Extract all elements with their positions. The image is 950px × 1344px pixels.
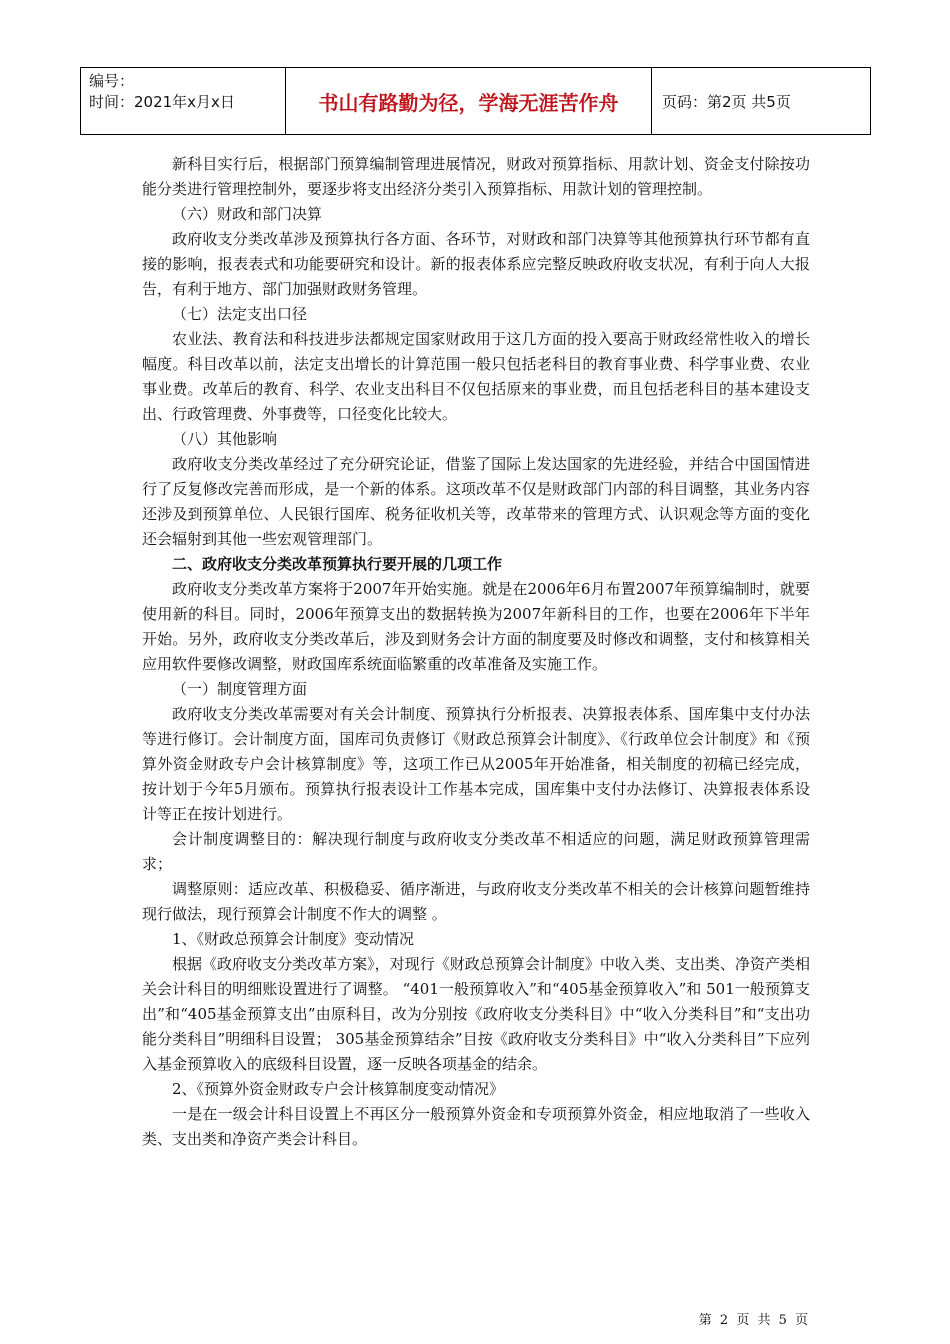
page-footer: 第 2 页 共 5 页	[698, 1313, 810, 1328]
document-date: 时间：2021年x月x日	[89, 93, 235, 111]
subsection-heading: （一）制度管理方面	[172, 680, 308, 698]
header-page-info: 页码：第2页 共5页	[662, 92, 791, 111]
paragraph: 新科目实行后，根据部门预算编制管理进展情况，财政对预算指标、用款计划、资金支付除按功能分类进行管理控制外，要逐步将支出经济分类引入预算指标、用款计划的管理控制。	[142, 155, 810, 198]
paragraph: 政府收支分类改革经过了充分研究论证，借鉴了国际上发达国家的先进经验，并结合中国国情进行了反复修改完善而形成，是一个新的体系。这项改革不仅是财政部门内部的科目调整，其业务内容还涉及到预算单位、人民银行国库、税务征收机关等，改革带来的管理方式、认识观念等方面的变化还会辐射到其他一些宏观管理部门。	[142, 455, 810, 548]
paragraph: 政府收支分类改革需要对有关会计制度、预算执行分析报表、决算报表体系、国库集中支付办法等进行修订。会计制度方面，国库司负责修订《财政总预算会计制度》、《行政单位会计制度》和《预算外资金财政专户会计核算制度》等，这项工作已从2005年开始准备，相关制度的初稿已经完成，按计划于今年5月颁布。预算执行报表设计工作基本完成，国库集中支付办法修订、决算报表体系设计等正在按计划进行。	[142, 705, 810, 823]
subsection-heading: （六）财政和部门决算	[172, 205, 323, 223]
paragraph: 政府收支分类改革方案将于2007年开始实施。就是在2006年6月布置2007年预算编制时，就要使用新的科目。同时，2006年预算支出的数据转换为2007年新科目的工作，也要在2006年下半年开始。另外，政府收支分类改革后，涉及到财务会计方面的制度要及时修改和调整，支付和核算相关应用软件要修改调整，财政国库系统面临繁重的改革准备及实施工作。	[142, 580, 810, 673]
subsection-heading: 1、《财政总预算会计制度》变动情况	[172, 930, 415, 948]
paragraph: 一是在一级会计科目设置上不再区分一般预算外资金和专项预算外资金，相应地取消了一些收入类、支出类和净资产类会计科目。	[142, 1105, 810, 1148]
document-number-label: 编号：	[89, 72, 135, 90]
paragraph: 政府收支分类改革涉及预算执行各方面、各环节，对财政和部门决算等其他预算执行环节都有直接的影响，报表表式和功能要研究和设计。新的报表体系应完整反映政府收支状况，有利于向人大报告，有利于地方、部门加强财政财务管理。	[142, 230, 810, 298]
page-header	[80, 67, 871, 135]
header-meta	[81, 68, 286, 134]
paragraph: 根据《政府收支分类改革方案》，对现行《财政总预算会计制度》中收入类、支出类、净资产类相关会计科目的明细账设置进行了调整。 “401一般预算收入”和“405基金预算收入”和 501一般预算支出”和“405基金预算支出”由原科目，改为分别按《政府收支分类科目》中“收入分类科目”和“支出功能分类科目”明细科目设置； 305基金预算结余”目按《政府收支分类科目》中“收入分类科目”下应列入基金预算收入的底级科目设置，逐一反映各项基金的结余。	[142, 955, 810, 1073]
section-heading: 二、政府收支分类改革预算执行要开展的几项工作	[172, 555, 503, 573]
paragraph: 调整原则：适应改革、积极稳妥、循序渐进，与政府收支分类改革不相关的会计核算问题暂维持现行做法，现行预算会计制度不作大的调整 。	[142, 880, 810, 923]
document-body	[142, 152, 810, 1152]
paragraph: 农业法、教育法和科技进步法都规定国家财政用于这几方面的投入要高于财政经常性收入的增长幅度。科目改革以前，法定支出增长的计算范围一般只包括老科目的教育事业费、科学事业费、农业事业费。改革后的教育、科学、农业支出科目不仅包括原来的事业费，而且包括老科目的基本建设支出、行政管理费、外事费等，口径变化比较大。	[142, 330, 810, 423]
subsection-heading: （八）其他影响	[172, 430, 278, 448]
paragraph: 会计制度调整目的：解决现行制度与政府收支分类改革不相适应的问题，满足财政预算管理需求；	[142, 830, 810, 873]
header-motto: 书山有路勤为径，学海无涯苦作舟	[286, 68, 652, 134]
subsection-heading: 2、《预算外资金财政专户会计核算制度变动情况》	[172, 1080, 505, 1098]
subsection-heading: （七）法定支出口径	[172, 305, 308, 323]
